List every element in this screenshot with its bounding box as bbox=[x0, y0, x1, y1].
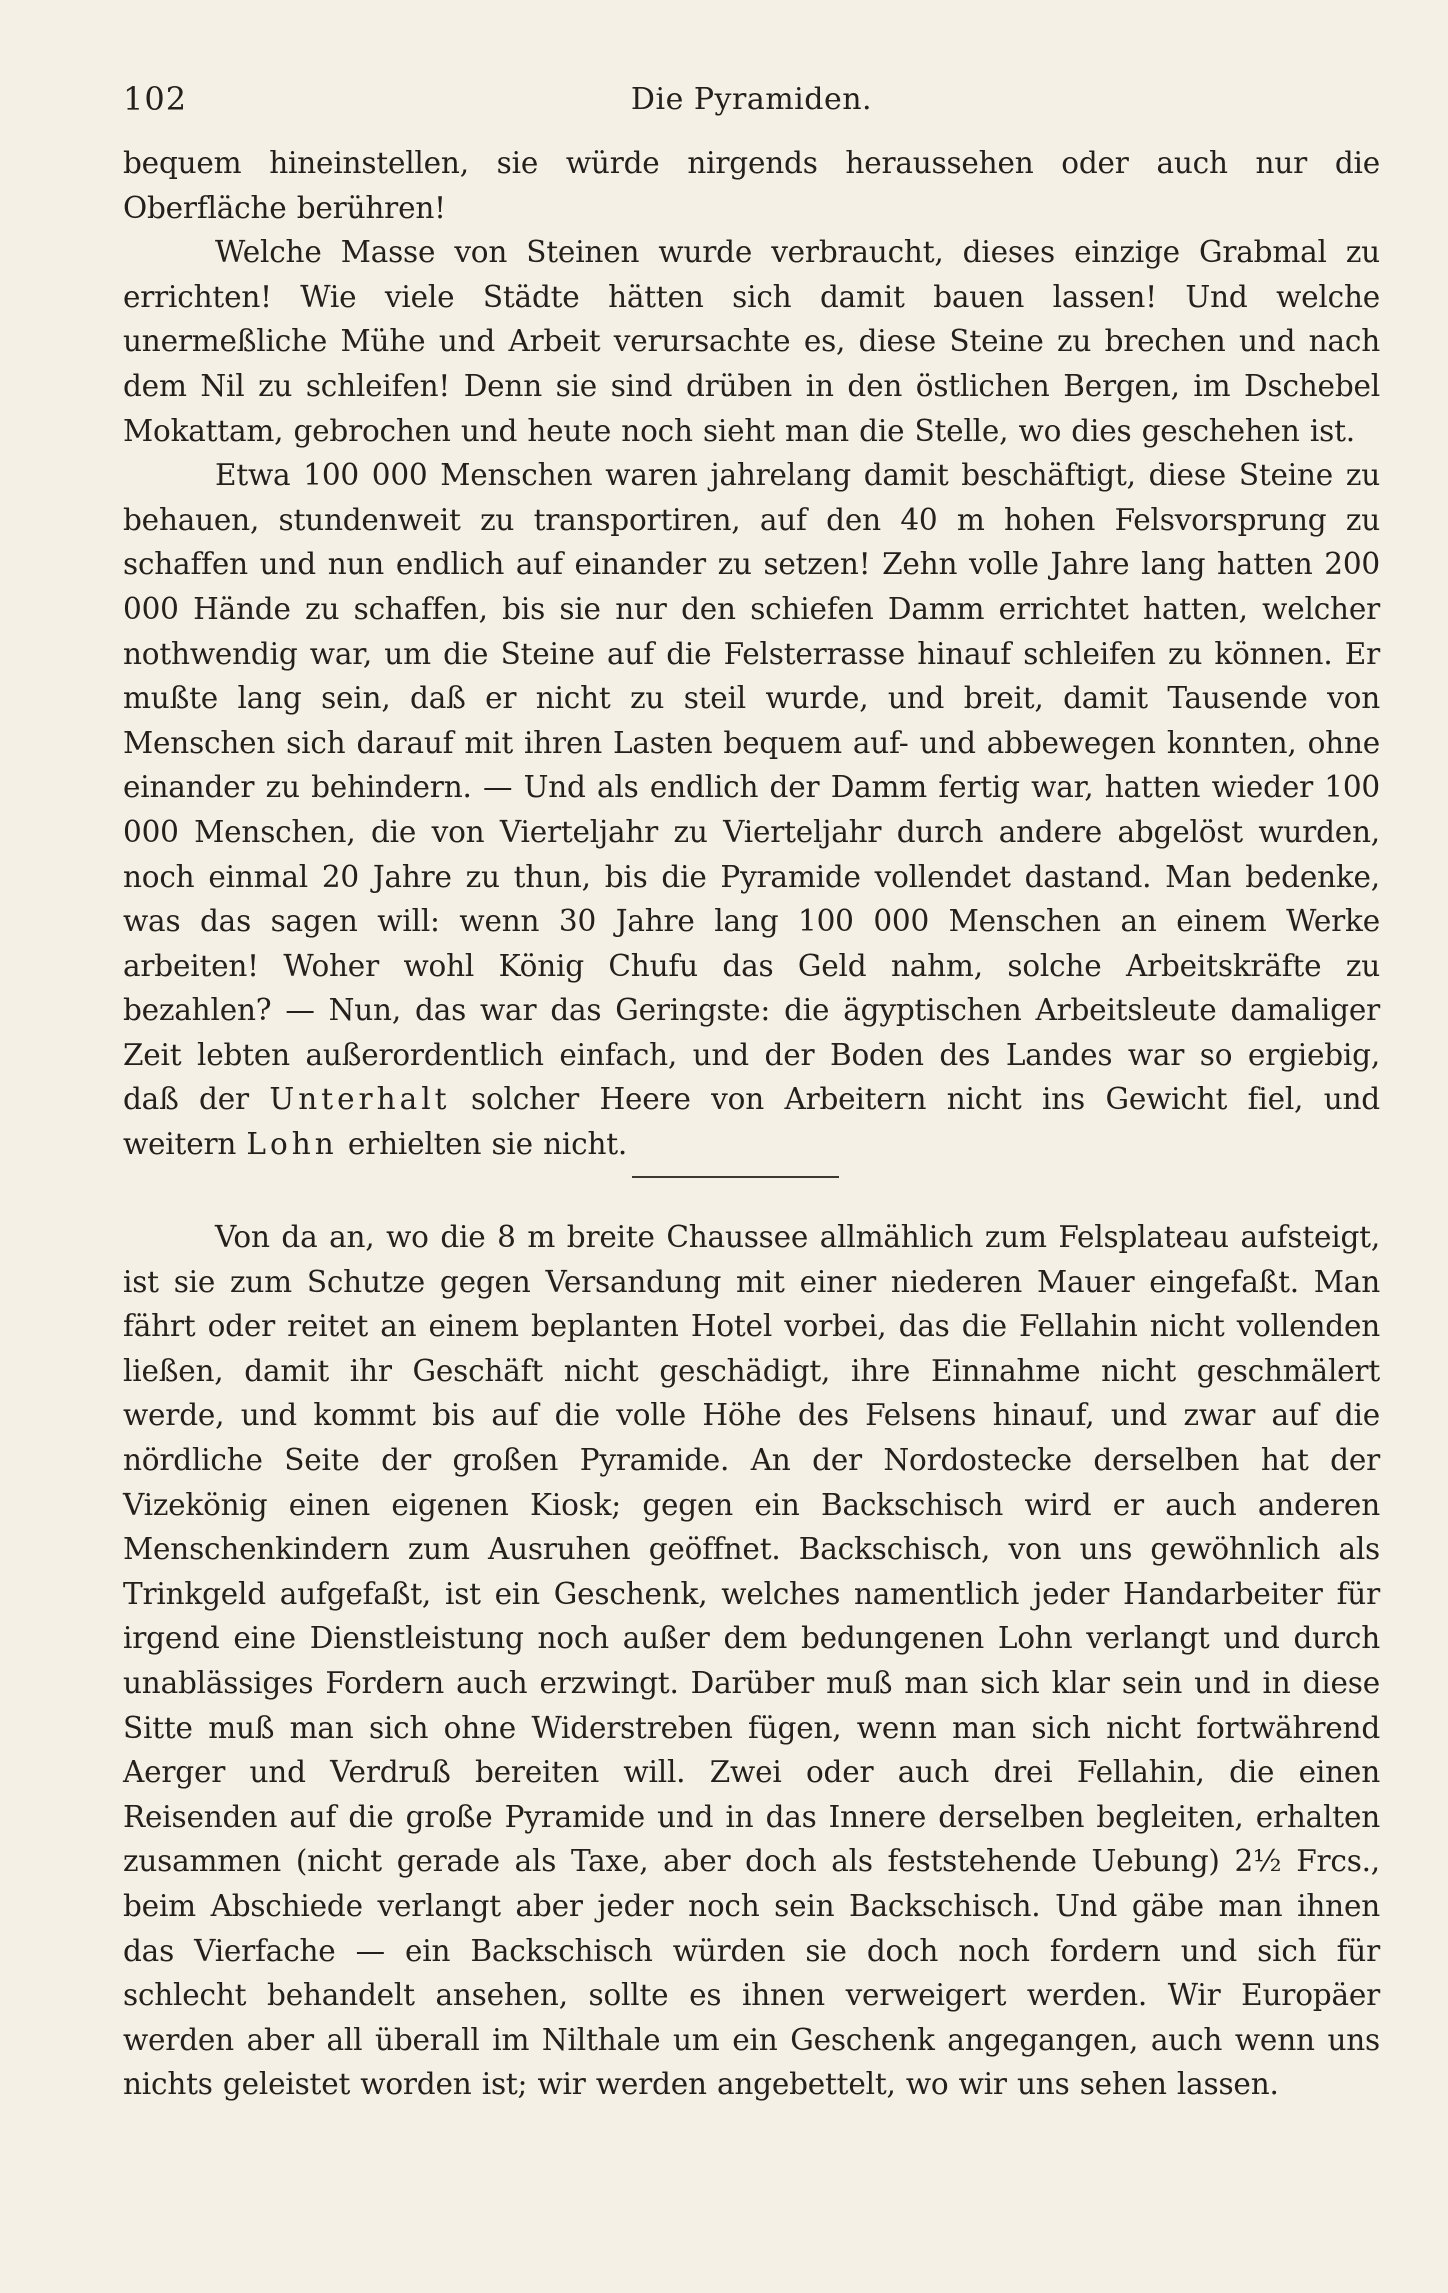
second-section-text bbox=[123, 1215, 1380, 2107]
paragraph-menschen-text-3: erhielten sie nicht. bbox=[347, 1127, 628, 1162]
paragraph-chaussee: Von da an, wo die 8 m breite Chaussee allmählich zum Felsplateau aufsteigt, ist sie zum Schutze gegen Versandung mit einer niederen Mauer eingefaßt. Man fährt oder reitet an einem beplanten Hotel vorbei, das die Fellahin nicht vollenden ließen, damit ihr Geschäft nicht geschädigt, ihre Einnahme nicht geschmälert werde, und kommt bis auf die volle Höhe des Felsens hinauf, und zwar auf die nördliche Seite der großen Pyramide. An der Nordostecke derselben hat der Vizekönig einen eigenen Kiosk; gegen ein Backschisch wird er auch anderen Menschenkindern zum Ausruhen geöffnet. Backschisch, von uns gewöhnlich als Trinkgeld aufgefaßt, ist ein Geschenk, welches namentlich jeder Handarbeiter für irgend eine Dienstleistung noch außer dem bedungenen Lohn verlangt und durch unablässiges Fordern auch erzwingt. Darüber muß man sich klar sein und in diese Sitte muß man sich ohne Widerstreben fügen, wenn man sich nicht fortwährend Aerger und Verdruß bereiten will. Zwei oder auch drei Fellahin, die einen Reisenden auf die große Pyramide und in das Innere derselben begleiten, erhalten zusammen (nicht gerade als Taxe, aber doch als feststehende Uebung) 2½ Frcs., beim Abschiede verlangt aber jeder noch sein Backschisch. Und gäbe man ihnen das Vierfache — ein Backschisch würden sie doch noch fordern und sich für schlecht behandelt ansehen, sollte es ihnen verweigert werden. Wir Europäer werden aber all überall im Nilthale um ein Geschenk angegangen, auch wenn uns nichts geleistet worden ist; wir werden angebettelt, wo wir uns sehen lassen. bbox=[123, 1220, 1380, 2102]
emphasis-lohn: Lohn bbox=[246, 1127, 338, 1162]
emphasis-unterhalt: Unterhalt bbox=[269, 1082, 451, 1117]
paragraph-continuation: bequem hineinstellen, sie würde nirgends heraussehen oder auch nur die Oberfläche berühren! bbox=[123, 146, 1380, 225]
running-title: Die Pyramiden. bbox=[630, 82, 873, 117]
paragraph-masse: Welche Masse von Steinen wurde verbraucht, dieses einzige Grabmal zu errichten! Wie viele Städte hätten sich damit bauen lassen! Und welche unermeßliche Mühe und Arbeit verursachte es, diese Steine zu brechen und nach dem Nil zu schleifen! Denn sie sind drüben in den östlichen Bergen, im Dschebel Mokattam, gebrochen und heute noch sieht man die Stelle, wo dies geschehen ist. bbox=[123, 235, 1380, 448]
page-header bbox=[123, 80, 1380, 130]
paragraph-menschen-text-2: solcher Heere von Arbeitern nicht ins Gewicht fiel, und weitern bbox=[123, 1082, 1380, 1162]
main-text bbox=[123, 141, 1380, 1167]
page-number: 102 bbox=[123, 80, 188, 118]
paragraph-menschen-text: Etwa 100 000 Menschen waren jahrelang damit beschäftigt, diese Steine zu behauen, stundenweit zu transportiren, auf den 40 m hohen Felsvorsprung zu schaffen und nun endlich auf einander zu setzen! Zehn volle Jahre lang hatten 200 000 Hände zu schaffen, bis sie nur den schiefen Damm errichtet hatten, welcher nothwendig war, um die Steine auf die Felsterrasse hinauf schleifen zu können. Er mußte lang sein, daß er nicht zu steil wurde, und breit, damit Tausende von Menschen sich darauf mit ihren Lasten bequem auf- und abbewegen konnten, ohne einander zu behindern. — Und als endlich der Damm fertig war, hatten wieder 100 000 Menschen, die von Vierteljahr zu Vierteljahr durch andere abgelöst wurden, noch einmal 20 Jahre zu thun, bis die Pyramide vollendet dastand. Man bedenke, was das sagen will: wenn 30 Jahre lang 100 000 Menschen an einem Werke arbeiten! Woher wohl König Chufu das Geld nahm, solche Arbeitskräfte zu bezahlen? — Nun, das war das Geringste: die ägyptischen Arbeitsleute damaliger Zeit lebten außerordentlich einfach, und der Boden des Landes war so ergiebig, daß der bbox=[123, 458, 1380, 1117]
section-divider bbox=[632, 1176, 839, 1178]
paragraph-menschen bbox=[123, 453, 1380, 1167]
